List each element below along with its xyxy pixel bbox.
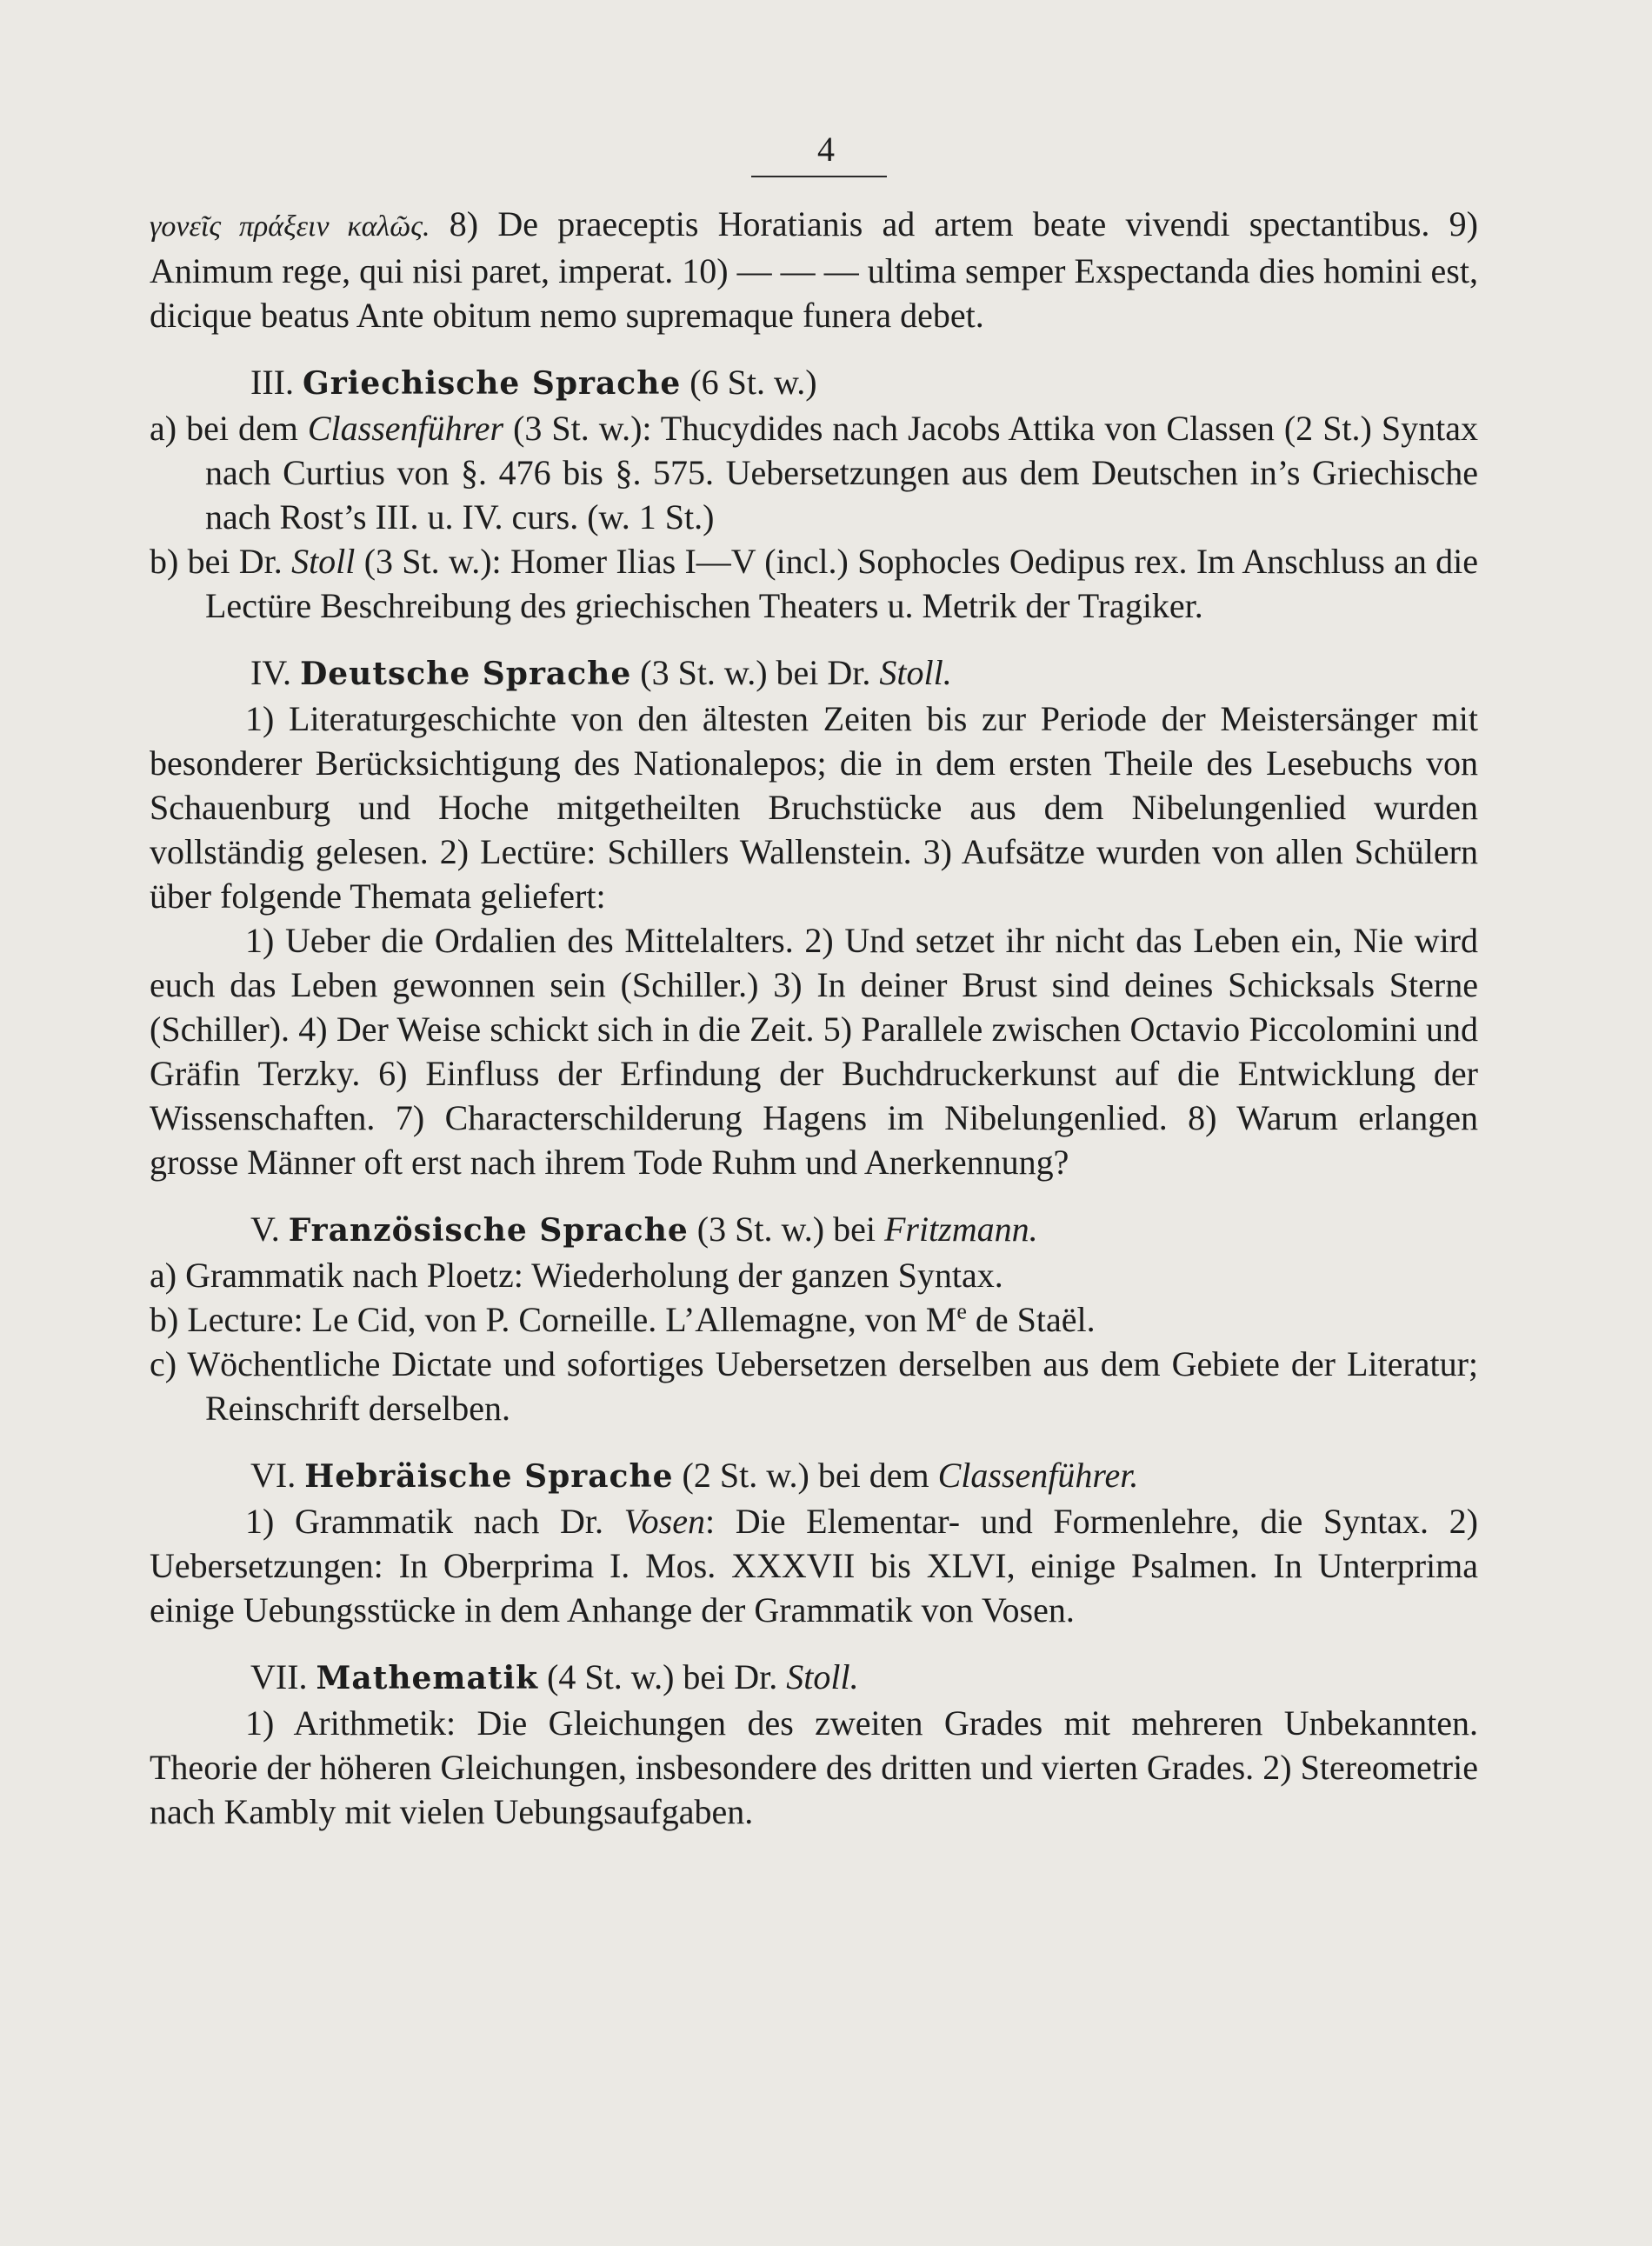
section-heading [150,1655,1478,1701]
text-run: a) bei dem [150,409,308,448]
paragraph [150,202,1478,337]
section-numeral: VI. [250,1456,305,1495]
text-run: (3 St. w.): Thucydides nach Jacobs Attika von Classen (2 St.) Syntax nach Curtius von §. 476 bis §. 575. Uebersetzungen aus dem Deutschen in’s Griechische nach Rost’s III. u. IV. curs. (w. 1 St.) [205,409,1478,537]
section-numeral: IV. [250,653,301,692]
text-run: b) Lecture: Le Cid, von P. Corneille. L’Allemagne, von M [150,1300,957,1339]
section-hours: (3 St. w.) bei Dr. [631,653,880,692]
section-name: Französische Sprache [288,1212,689,1249]
italic-name: Vosen [623,1502,705,1541]
section-heading [150,650,1478,696]
text-run: b) bei Dr. [150,542,292,581]
text-run: (3 St. w.): Homer Ilias I—V (incl.) Sophocles Oedipus rex. Im Anschluss an die Lectüre Beschreibung des griechischen Theaters u. Metrik der Tragiker. [205,542,1479,625]
greek-quote: γονεῖς πράξειν καλῶς. [150,210,430,243]
section-numeral: VII. [250,1657,316,1696]
section-numeral: V. [250,1210,289,1249]
list-item [150,406,1478,539]
text-run: c) Wöchentliche Dictate und sofortiges Uebersetzen derselben aus dem Gebiete der Literatur; Reinschrift derselben. [150,1344,1478,1428]
list-item [150,539,1478,628]
section-teacher: Fritzmann. [883,1210,1038,1249]
text-run: 1) Literaturgeschichte von den ältesten Zeiten bis zur Periode der Meistersänger mit besonderer Berücksichtigung des Nationalepos; die in dem ersten Theile des Lesebuchs von Schauenburg und Hoche mitgetheilten Bruchstücke aus dem Nibelungenlied wurden vollständig gelesen. 2) Lectüre: Schillers Wallenstein. 3) Aufsätze wurden von allen Schülern über folgende Themata geliefert: [150,699,1478,916]
list-item [150,1342,1478,1430]
section-heading [150,360,1478,406]
text-run: 1) Grammatik nach Dr. [245,1502,624,1541]
italic-name: Classenführer [307,409,504,448]
paragraph [150,696,1478,918]
paragraph [150,1499,1478,1632]
section-teacher: Stoll. [786,1657,859,1696]
section-teacher: Classenführer. [937,1456,1139,1495]
text-run: 8) De praeceptis Horatianis ad artem beate vivendi spectantibus. 9) Animum rege, qui nisi paret, imperat. 10) — — — ultima semper Exspectanda dies homini est, dicique beatus Ante obitum nemo supremaque funera debet. [150,204,1478,335]
list-item [150,1253,1478,1297]
paragraph [150,1701,1478,1834]
section-name: Griechische Sprache [302,365,682,402]
section-numeral: III. [250,363,303,402]
section-hours: (2 St. w.) bei dem [673,1456,938,1495]
section-name: Mathematik [316,1660,539,1696]
text-run: a) Grammatik nach Ploetz: Wiederholung der ganzen Syntax. [150,1256,1003,1295]
page-number-rule [751,176,887,177]
section-heading [150,1207,1478,1253]
section-name: Deutsche Sprache [300,656,632,692]
superscript: e [956,1298,967,1324]
italic-name: Stoll [291,542,356,581]
list-item [150,1297,1478,1342]
text-run: : Die Elementar- und Formenlehre, die Syntax. 2) Uebersetzungen: In Oberprima I. Mos. XXXVII bis XLVI, einige Psalmen. In Unterprima einige Uebungsstücke in dem Anhange der Grammatik von Vosen. [150,1502,1479,1630]
paragraph [150,918,1478,1184]
section-hours: (3 St. w.) bei [688,1210,884,1249]
section-heading [150,1453,1478,1499]
text-run: 1) Ueber die Ordalien des Mittelalters. 2) Und setzet ihr nicht das Leben ein, Nie wird euch das Leben gewonnen sein (Schiller.) 3) In deiner Brust sind deines Schicksals Sterne (Schiller). 4) Der Weise schickt sich in die Zeit. 5) Parallele zwischen Octavio Piccolomini und Gräfin Terzky. 6) Einfluss der Erfindung der Buchdruckerkunst auf die Entwicklung der Wissenschaften. 7) Characterschilderung Hagens im Nibelungenlied. 8) Warum erlangen grosse Männer oft erst nach ihrem Tode Ruhm und Anerkennung? [150,921,1478,1182]
text-run: 1) Arithmetik: Die Gleichungen des zweiten Grades mit mehreren Unbekannten. Theorie der höheren Gleichungen, insbesondere des dritten und vierten Grades. 2) Stereometrie nach Kambly mit vielen Uebungsaufgaben. [150,1703,1478,1831]
section-hours: (6 St. w.) [681,363,817,402]
section-hours: (4 St. w.) bei Dr. [538,1657,787,1696]
text-run: de Staël. [966,1300,1096,1339]
section-name: Hebräische Sprache [304,1458,674,1495]
section-teacher: Stoll. [879,653,952,692]
page-number: 4 [817,130,835,169]
page-body [150,202,1478,1834]
